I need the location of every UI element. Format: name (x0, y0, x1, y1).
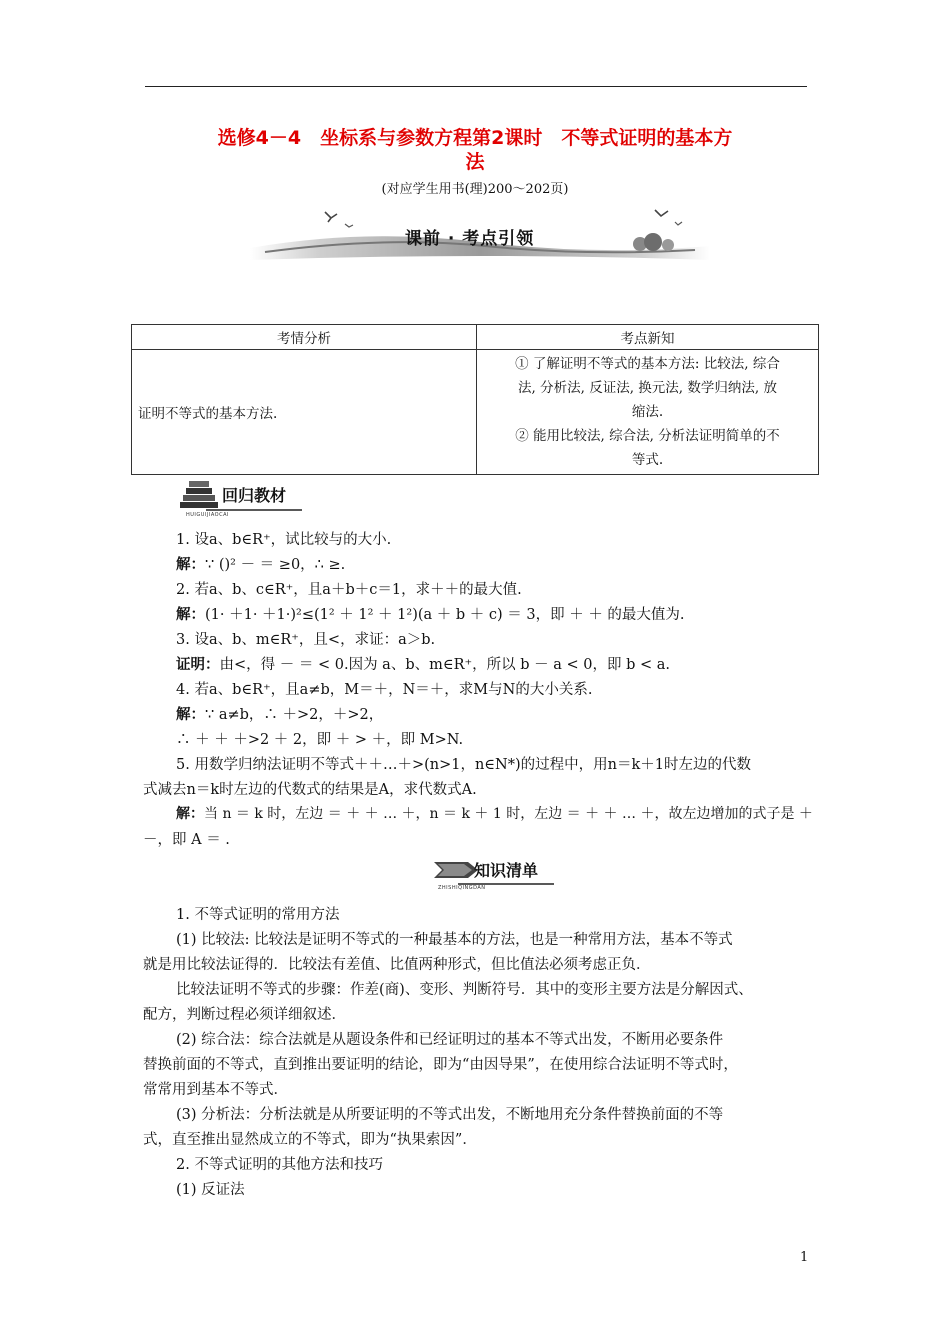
table-header-analysis: 考情分析 (132, 325, 477, 350)
solution-line: ∴ ＋ ＋ ＋>2 ＋ 2，即 ＋ > ＋，即 M>N. (176, 732, 464, 748)
problem-line: 3. 设a、b、m∈R⁺，且<，求证：a＞b. (176, 632, 436, 648)
top-rule (145, 86, 807, 87)
page-title-line2: 法 (465, 151, 485, 173)
page-title-line1: 选修4－4 坐标系与参数方程第2课时 不等式证明的基本方 (217, 127, 733, 149)
knowledge-text: (1) 反证法 (176, 1182, 245, 1198)
knowledge-line: ① 了解证明不等式的基本方法: 比较法, 综合 (515, 356, 780, 372)
solution-line: 证明：由<，得 － ＝ < 0.因为 a、b、m∈R⁺，所以 b － a < 0，即 b < a. (176, 657, 671, 673)
problem-line: 4. 若a、b∈R⁺，且a≠b，M＝＋，N＝＋，求M与N的大小关系. (176, 682, 593, 698)
knowledge-text: (2) 综合法：综合法就是从题设条件和已经证明过的基本不等式出发，不断用必要条件 (176, 1032, 724, 1048)
banner-title: 课前 · 考点引领 (405, 229, 535, 249)
knowledge-text: 比较法证明不等式的步骤：作差(商)、变形、判断符号．其中的变形主要方法是分解因式、 (176, 982, 753, 998)
section-pinyin-knowledge: ZHISHIQINGDAN (438, 885, 486, 891)
problem-line: 2. 若a、b、c∈R⁺，且a＋b＋c＝1，求＋＋的最大值. (176, 582, 522, 598)
solution-line: 解：∵ ()² － ＝ ≥0，∴ ≥. (176, 557, 346, 573)
page-subtitle: (对应学生用书(理)200～202页) (381, 182, 569, 197)
problem-line: 5. 用数学归纳法证明不等式＋＋…＋>(n>1，n∈N*)的过程中，用n＝k＋1时左边的代数 (176, 757, 751, 773)
knowledge-text: 2. 不等式证明的其他方法和技巧 (176, 1157, 383, 1173)
knowledge-text: 替换前面的不等式，直到推出要证明的结论，即为“由因导果”，在使用综合法证明不等式时， (143, 1057, 738, 1073)
knowledge-text: 1. 不等式证明的常用方法 (176, 907, 340, 923)
section-title-review: 回归教材 (222, 486, 287, 505)
solution-line: －，即 A ＝ . (143, 832, 230, 848)
page-number: 1 (800, 1250, 809, 1265)
knowledge-text: 就是用比较法证得的．比较法有差值、比值两种形式，但比值法必须考虑正负． (143, 957, 651, 973)
solution-line: 解：∵ a≠b，∴ ＋>2，＋>2， (176, 707, 384, 723)
table-header-new-knowledge: 考点新知 (477, 325, 819, 350)
knowledge-text: 配方，判断过程必须详细叙述． (143, 1007, 346, 1023)
knowledge-line: 缩法. (631, 404, 664, 420)
knowledge-line: 等式. (631, 452, 664, 468)
exam-analysis-table (131, 324, 819, 475)
knowledge-text: (1) 比较法: 比较法是证明不等式的一种最基本的方法，也是一种常用方法，基本不等式 (176, 932, 733, 948)
knowledge-text: (3) 分析法：分析法就是从所要证明的不等式出发，不断地用充分条件替换前面的不等 (176, 1107, 724, 1123)
section-title-knowledge: 知识清单 (474, 861, 539, 880)
table-cell-analysis: 证明不等式的基本方法. (132, 350, 477, 475)
problem-line: 式减去n＝k时左边的代数式的结果是A，求代数式A. (143, 782, 477, 798)
solution-line: 解：(1· ＋1· ＋1·)²≤(1² ＋ 1² ＋ 1²)(a ＋ b ＋ c) ＝ 3，即 ＋ ＋ 的最大值为. (176, 607, 685, 623)
table-cell-knowledge (477, 350, 819, 475)
knowledge-line: 法, 分析法, 反证法, 换元法, 数学归纳法, 放 (518, 380, 777, 396)
knowledge-text: 常常用到基本不等式． (143, 1082, 288, 1098)
knowledge-text: 式，直至推出显然成立的不等式，即为“执果索因”． (143, 1132, 477, 1148)
section-pinyin-review: HUIGUIJIAOCAI (186, 512, 230, 518)
problem-line: 1. 设a、b∈R⁺，试比较与的大小. (176, 532, 392, 548)
knowledge-line: ② 能用比较法, 综合法, 分析法证明简单的不 (515, 428, 780, 444)
solution-line: 解：当 n ＝ k 时，左边 ＝ ＋ ＋ … ＋，n ＝ k ＋ 1 时，左边 ＝ ＋ ＋ … ＋，故左边增加的式子是 ＋ (176, 806, 813, 822)
